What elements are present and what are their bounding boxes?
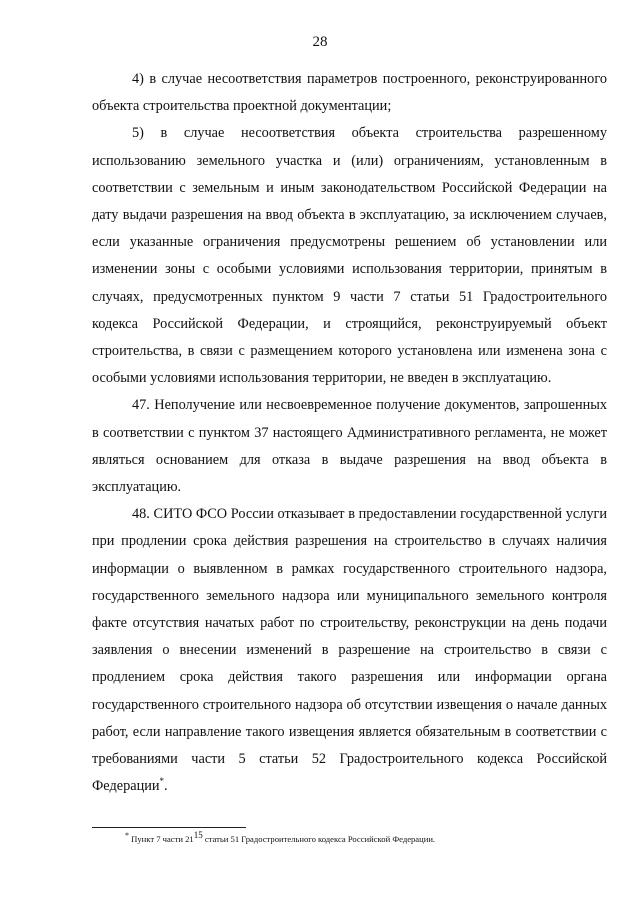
footnote <box>125 830 585 845</box>
paragraph-text: 5) в случае несоответствия объекта строительства разрешенному использованию земельного участка и (или) ограничениям, установленным в соответствии с земельным и иным законодательством Российской Федерации на дату выдачи разрешения на ввод объекта в эксплуатацию, за исключением случаев, если указанные ограничения предусмотрены решением об установлении или изменении зоны с особыми условиями использования территории, принятым в случаях, предусмотренных пунктом 9 части 7 статьи 51 Градостроительного кодекса Российской Федерации, и строящийся, реконструируемый объект строительства, в связи с размещением которого установлена или изменена зона с особыми условиями использования территории, не введен в эксплуатацию. <box>92 125 607 387</box>
paragraph-48: 48. СИТО ФСО России отказывает в предоставлении государственной услуги при продлении срока действия разрешения на строительство в случаях наличия информации о выявленном в рамках государственного строительного надзора, государственного земельного надзора или муниципального земельного контроля факте отсутствия начатых работ по строительству, реконструкции на день подачи заявления о внесении изменений в разрешение на строительство в связи с продлением срока действия такого разрешения или информации органа государственного строительного надзора об отсутствии извещения о начале данных работ, если направление такого извещения является обязательным в соответствии с требованиями части 5 статьи 52 Градостроительного кодекса Российской Федерации*. <box>92 506 607 795</box>
footnote-text-before: Пункт 7 части 21 <box>131 834 194 844</box>
body-text <box>92 66 607 800</box>
paragraph-text: 47. Неполучение или несвоевременное получение документов, запрошенных в соответствии с пунктом 37 настоящего Административного регламента, не может являться основанием для отказа в выдаче разрешения на ввод объекта в эксплуатацию. <box>92 397 607 496</box>
paragraph-item-5 <box>92 120 607 392</box>
page-number: 28 <box>312 34 328 50</box>
paragraph-text: 4) в случае несоответствия параметров построенного, реконструированного объекта строительства проектной документации; <box>92 71 607 115</box>
paragraph-text: 48. СИТО ФСО России отказывает в предоставлении государственной услуги при продлении срока действия разрешения на строительство в случаях наличия информации о выявленном в рамках государственного строительного надзора, государственного земельного надзора или муниципального земельного контроля факте отсутствия начатых работ по строительству, реконструкции на день подачи заявления о внесении изменений в разрешение на строительство в связи с продлением срока действия такого разрешения или информации органа государственного строительного надзора об отсутствии извещения о начале данных работ, если направление такого извещения является обязательным в соответствии с требованиями части 5 статьи 52 Градостроительного кодекса Российской Федерации <box>92 506 607 795</box>
paragraph-47 <box>92 392 607 501</box>
footnote-text-after: статьи 51 Градостроительного кодекса Российской Федерации. <box>202 834 436 844</box>
footnote-reference-mark: * <box>159 776 165 787</box>
paragraph-item-4 <box>92 66 607 120</box>
footnote-superscript: 15 <box>193 830 203 841</box>
footnote-mark: * <box>125 831 129 841</box>
footnote-separator <box>92 827 246 828</box>
